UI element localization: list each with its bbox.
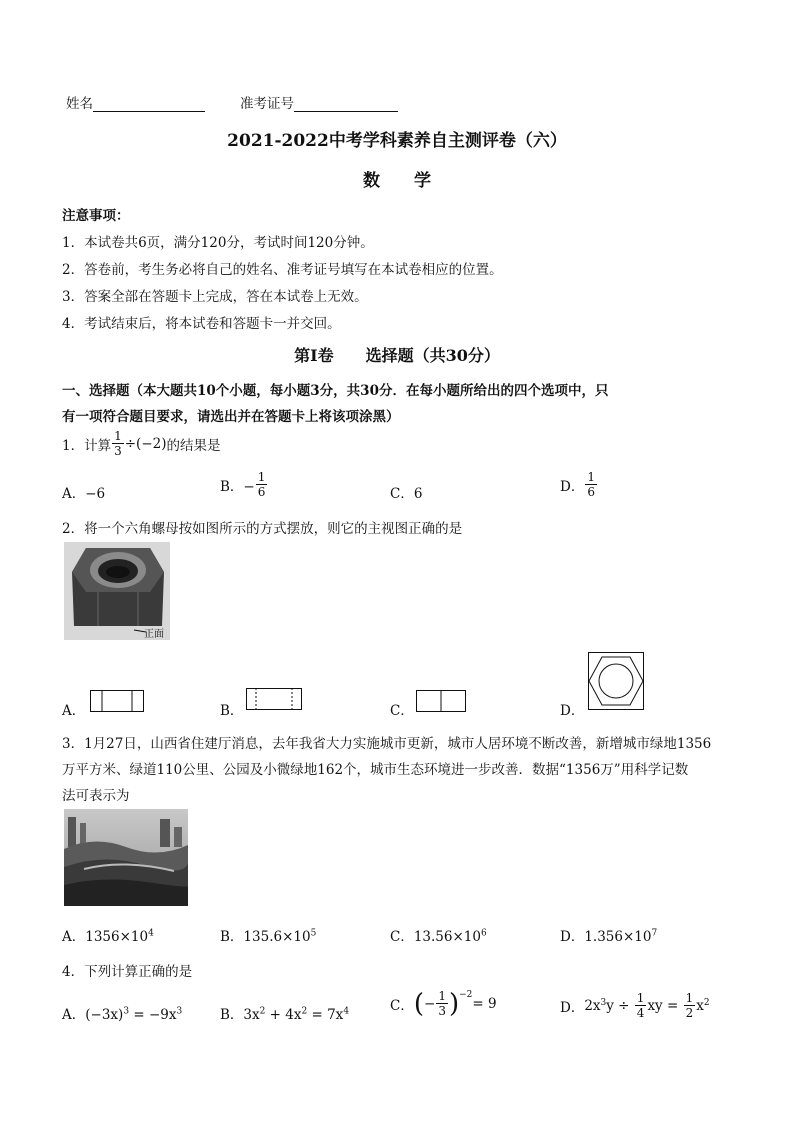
subject-title: 数 学	[363, 171, 431, 191]
q1-option-b[interactable]: B．− $\frac{1}{6}$	[220, 470, 266, 499]
question-4-text: 4．下列计算正确的是	[62, 964, 193, 980]
section-instruction-line1: 一、选择题（本大题共10个小题，每小题3分，共30分．在每小题所给出的四个选项中，只	[62, 383, 609, 399]
question-2-text: 2．将一个六角螺母按如图所示的方式摆放，则它的主视图正确的是	[62, 521, 463, 537]
notice-item: 1．本试卷共6页，满分120分，考试时间120分钟。	[62, 235, 374, 251]
q3-option-c[interactable]: C．$13.56\times 10^6$	[390, 928, 487, 945]
question-1	[62, 430, 220, 457]
name-blank[interactable]	[93, 97, 205, 112]
q4-option-d[interactable]: D． 2x 3 y ÷ $\frac{1}{4}$ xy = $\frac{1}{2}$ x 2	[560, 991, 710, 1020]
name-field-row	[66, 92, 205, 112]
id-field-row	[240, 92, 398, 112]
q4-option-b[interactable]: B．$3x^2 + 4x^2 = 7x^4$	[220, 1006, 350, 1023]
section-instruction-line2: 有一项符合题目要求，请选出并在答题卡上将该项涂黑）	[62, 409, 400, 425]
question-3-line2: 万平方米、绿道110公里、公园及小微绿地162个，城市生态环境进一步改善．数据“1356万”用科学记数	[62, 762, 689, 778]
q2-option-a-figure[interactable]	[90, 690, 144, 712]
notice-item: 3．答案全部在答题卡上完成，答在本试卷上无效。	[62, 289, 368, 305]
q1-suffix: 的结果是	[166, 437, 221, 454]
notice-item: 2．答卷前，考生务必将自己的姓名、准考证号填写在本试卷相应的位置。	[62, 262, 503, 278]
q4-option-a[interactable]: A．$(-3x)^3 = -9x^3$	[62, 1006, 183, 1023]
q1-option-c[interactable]: C．6	[390, 486, 423, 502]
q2-option-b-figure[interactable]	[246, 688, 302, 710]
q2-option-d-label[interactable]: D．	[560, 703, 585, 719]
q2-option-b-label[interactable]: B．	[220, 703, 244, 719]
exam-id-blank[interactable]	[294, 97, 398, 112]
city-greenery-photo	[64, 809, 188, 906]
exam-title: 2021-2022中考学科素养自主测评卷（六）	[227, 131, 567, 151]
section-title: 第Ⅰ卷 选择题（共30分）	[294, 346, 500, 365]
q3-option-d[interactable]: D．$1.356\times 10^7$	[560, 928, 658, 945]
q1-fraction: $\frac{1}{3}$	[114, 429, 122, 458]
q2-option-a-label[interactable]: A．	[62, 703, 86, 719]
q2-option-d-figure[interactable]	[588, 652, 644, 710]
exam-id-label: 准考证号	[240, 96, 294, 112]
q4-option-c[interactable]: C． ( − $\frac{1}{3}$ ) $^{-2}$ = 9	[390, 988, 497, 1019]
q1-option-d[interactable]: D． $\frac{1}{6}$	[560, 470, 595, 499]
q2-option-c-label[interactable]: C．	[390, 703, 414, 719]
q1-prefix: 1．计算	[62, 437, 112, 454]
notice-item: 4．考试结束后，将本试卷和答题卡一并交回。	[62, 316, 341, 332]
q3-option-b[interactable]: B．$135.6\times 10^5$	[220, 928, 317, 945]
hex-nut-photo	[64, 542, 170, 640]
q1-option-a[interactable]: A．−6	[62, 486, 106, 502]
notice-heading: 注意事项：	[62, 208, 130, 224]
q2-option-c-figure[interactable]	[416, 690, 466, 712]
question-3-line3: 法可表示为	[62, 788, 130, 804]
q3-option-a[interactable]: A．$1356\times 10^4$	[62, 928, 154, 945]
front-label: 正面	[144, 629, 164, 640]
q1-expression: ÷(−2)	[124, 435, 167, 452]
name-label: 姓名	[66, 96, 93, 112]
question-3-line1: 3．1月27日，山西省住建厅消息，去年我省大力实施城市更新，城市人居环境不断改善，新增城市绿地1356	[62, 736, 712, 752]
